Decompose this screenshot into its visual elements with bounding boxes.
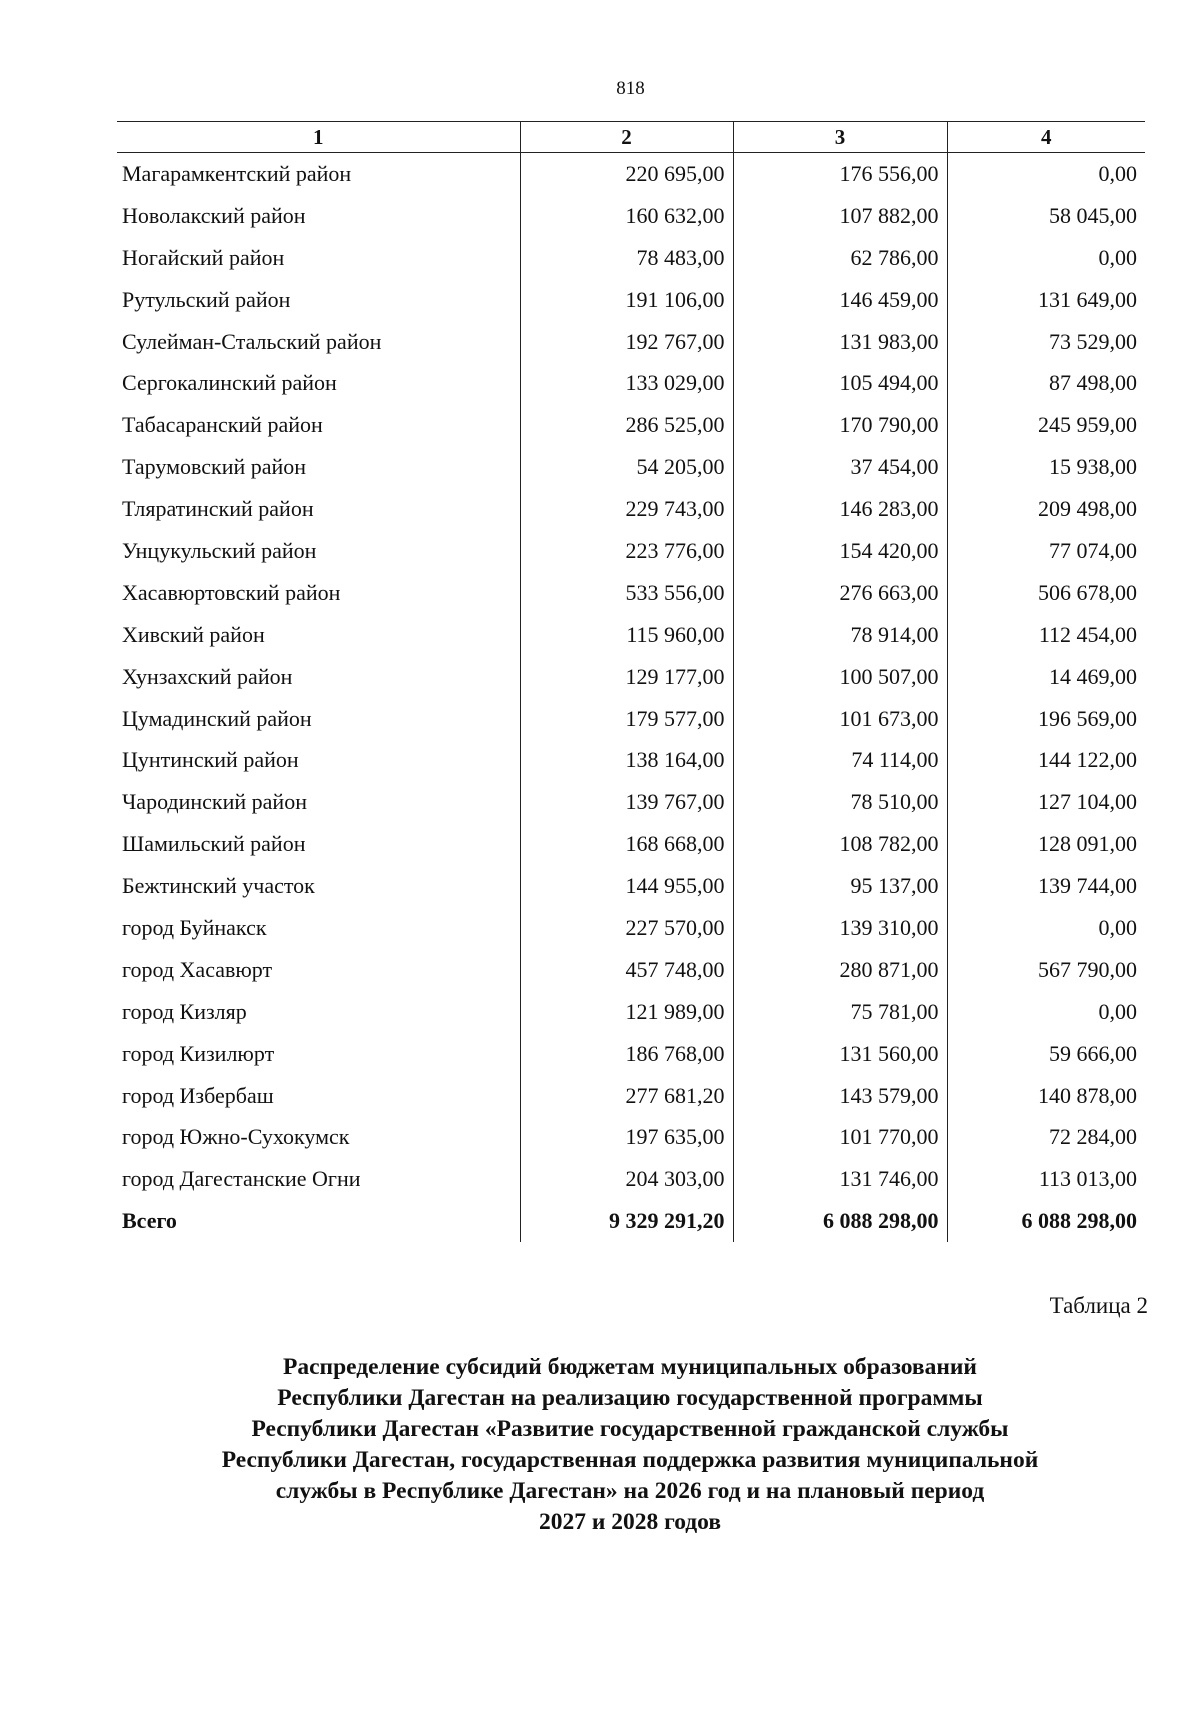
municipality-name-cell: Унцукульский район [122, 537, 317, 563]
municipality-name-cell: Всего [122, 1208, 177, 1234]
amount-cell: 15 938,00 [947, 446, 1145, 488]
municipality-name-cell: Новолакский район [122, 202, 306, 228]
table-row [117, 1033, 1145, 1075]
amount-cell: 115 960,00 [520, 614, 733, 656]
table-row [117, 739, 1145, 781]
amount-cell: 131 746,00 [733, 1158, 947, 1200]
amount-cell: 506 678,00 [947, 572, 1145, 614]
table-row [117, 404, 1145, 446]
table-row [117, 949, 1145, 991]
amount-cell: 129 177,00 [520, 656, 733, 698]
amount-cell: 105 494,00 [733, 362, 947, 404]
amount-cell: 37 454,00 [733, 446, 947, 488]
municipality-name-cell: Чародинский район [122, 789, 307, 815]
municipality-name-cell: Шамильский район [122, 831, 306, 857]
amount-cell: 176 556,00 [733, 153, 947, 195]
table-row [117, 656, 1145, 698]
table-row [117, 907, 1145, 949]
amount-cell: 186 768,00 [520, 1033, 733, 1075]
amount-cell: 78 483,00 [520, 237, 733, 279]
amount-cell: 75 781,00 [733, 991, 947, 1033]
municipality-name-cell: Рутульский район [122, 286, 291, 312]
amount-cell: 9 329 291,20 [520, 1200, 733, 1242]
table-row [117, 237, 1145, 279]
amount-cell: 197 635,00 [520, 1116, 733, 1158]
table-row [117, 781, 1145, 823]
table-row [117, 614, 1145, 656]
amount-cell: 220 695,00 [520, 153, 733, 195]
table-row [117, 1158, 1145, 1200]
amount-cell: 227 570,00 [520, 907, 733, 949]
municipality-name-cell: Цумадинский район [122, 705, 312, 731]
municipality-name-cell: Хунзахский район [122, 663, 293, 689]
amount-cell: 154 420,00 [733, 530, 947, 572]
amount-cell: 567 790,00 [947, 949, 1145, 991]
municipality-name-cell: город Дагестанские Огни [122, 1166, 361, 1192]
municipality-name-cell: Сулейман-Стальский район [122, 328, 382, 354]
amount-cell: 112 454,00 [947, 614, 1145, 656]
municipality-name-cell: Хасавюртовский район [122, 579, 341, 605]
amount-cell: 101 673,00 [733, 698, 947, 740]
municipality-name-cell: Цунтинский район [122, 747, 299, 773]
amount-cell: 131 560,00 [733, 1033, 947, 1075]
amount-cell: 0,00 [947, 991, 1145, 1033]
amount-cell: 58 045,00 [947, 195, 1145, 237]
municipality-name-cell: город Буйнакск [122, 914, 267, 940]
table-row [117, 530, 1145, 572]
table-row [117, 279, 1145, 321]
column-header: 1 [117, 122, 520, 153]
amount-cell: 54 205,00 [520, 446, 733, 488]
table-row [117, 488, 1145, 530]
amount-cell: 113 013,00 [947, 1158, 1145, 1200]
municipality-name-cell: город Избербаш [122, 1082, 274, 1108]
municipality-name-cell: Магарамкентский район [122, 160, 352, 186]
amount-cell: 127 104,00 [947, 781, 1145, 823]
subsidy-table [117, 121, 1145, 1242]
amount-cell: 179 577,00 [520, 698, 733, 740]
municipality-name-cell: Сергокалинский район [122, 370, 337, 396]
table-heading [160, 1352, 1100, 1538]
column-header: 2 [520, 122, 733, 153]
amount-cell: 276 663,00 [733, 572, 947, 614]
amount-cell: 143 579,00 [733, 1075, 947, 1117]
amount-cell: 131 983,00 [733, 321, 947, 363]
amount-cell: 107 882,00 [733, 195, 947, 237]
municipality-name-cell: Ногайский район [122, 244, 285, 270]
amount-cell: 191 106,00 [520, 279, 733, 321]
amount-cell: 139 767,00 [520, 781, 733, 823]
amount-cell: 196 569,00 [947, 698, 1145, 740]
amount-cell: 286 525,00 [520, 404, 733, 446]
amount-cell: 6 088 298,00 [947, 1200, 1145, 1242]
heading-line: службы в Республике Дагестан» на 2026 год и на плановый период [275, 1478, 985, 1504]
table-caption: Таблица 2 [1049, 1293, 1148, 1318]
amount-cell: 170 790,00 [733, 404, 947, 446]
amount-cell: 78 510,00 [733, 781, 947, 823]
amount-cell: 146 283,00 [733, 488, 947, 530]
amount-cell: 457 748,00 [520, 949, 733, 991]
amount-cell: 87 498,00 [947, 362, 1145, 404]
amount-cell: 128 091,00 [947, 823, 1145, 865]
amount-cell: 280 871,00 [733, 949, 947, 991]
table-row [117, 991, 1145, 1033]
amount-cell: 168 668,00 [520, 823, 733, 865]
heading-line: Республики Дагестан, государственная поддержка развития муниципальной [221, 1447, 1039, 1473]
amount-cell: 277 681,20 [520, 1075, 733, 1117]
heading-line: Республики Дагестан «Развитие государственной гражданской службы [251, 1416, 1009, 1442]
municipality-name-cell: город Кизляр [122, 998, 247, 1024]
table-row [117, 446, 1145, 488]
amount-cell: 160 632,00 [520, 195, 733, 237]
amount-cell: 140 878,00 [947, 1075, 1145, 1117]
amount-cell: 533 556,00 [520, 572, 733, 614]
municipality-name-cell: город Южно-Сухокумск [122, 1124, 350, 1150]
amount-cell: 73 529,00 [947, 321, 1145, 363]
amount-cell: 72 284,00 [947, 1116, 1145, 1158]
table-row [117, 1075, 1145, 1117]
amount-cell: 138 164,00 [520, 739, 733, 781]
amount-cell: 6 088 298,00 [733, 1200, 947, 1242]
amount-cell: 131 649,00 [947, 279, 1145, 321]
amount-cell: 146 459,00 [733, 279, 947, 321]
amount-cell: 245 959,00 [947, 404, 1145, 446]
municipality-name-cell: Бежтинский участок [122, 873, 315, 899]
table-body [117, 153, 1145, 1243]
amount-cell: 192 767,00 [520, 321, 733, 363]
amount-cell: 78 914,00 [733, 614, 947, 656]
column-header: 3 [733, 122, 947, 153]
amount-cell: 62 786,00 [733, 237, 947, 279]
table-row [117, 362, 1145, 404]
amount-cell: 139 744,00 [947, 865, 1145, 907]
municipality-name-cell: город Хасавюрт [122, 956, 273, 982]
page-number: 818 [616, 78, 645, 99]
table-row [117, 823, 1145, 865]
municipality-name-cell: Хивский район [122, 621, 265, 647]
table-row [117, 321, 1145, 363]
amount-cell: 121 989,00 [520, 991, 733, 1033]
amount-cell: 133 029,00 [520, 362, 733, 404]
amount-cell: 0,00 [947, 153, 1145, 195]
table-total-row [117, 1200, 1145, 1242]
amount-cell: 0,00 [947, 237, 1145, 279]
table-row [117, 572, 1145, 614]
amount-cell: 209 498,00 [947, 488, 1145, 530]
heading-line: 2027 и 2028 годов [538, 1509, 722, 1535]
municipality-name-cell: город Кизилюрт [122, 1040, 275, 1066]
amount-cell: 100 507,00 [733, 656, 947, 698]
amount-cell: 74 114,00 [733, 739, 947, 781]
amount-cell: 0,00 [947, 907, 1145, 949]
table-header-row [117, 122, 1145, 153]
amount-cell: 77 074,00 [947, 530, 1145, 572]
municipality-name-cell: Тляратинский район [122, 496, 314, 522]
amount-cell: 223 776,00 [520, 530, 733, 572]
table-row [117, 153, 1145, 195]
table-row [117, 865, 1145, 907]
amount-cell: 229 743,00 [520, 488, 733, 530]
table-row [117, 195, 1145, 237]
amount-cell: 95 137,00 [733, 865, 947, 907]
amount-cell: 204 303,00 [520, 1158, 733, 1200]
amount-cell: 139 310,00 [733, 907, 947, 949]
municipality-name-cell: Табасаранский район [122, 412, 323, 438]
amount-cell: 144 122,00 [947, 739, 1145, 781]
table-row [117, 698, 1145, 740]
amount-cell: 144 955,00 [520, 865, 733, 907]
amount-cell: 59 666,00 [947, 1033, 1145, 1075]
heading-line: Распределение субсидий бюджетам муниципальных образований [283, 1354, 977, 1380]
municipality-name-cell: Тарумовский район [122, 454, 307, 480]
amount-cell: 108 782,00 [733, 823, 947, 865]
amount-cell: 101 770,00 [733, 1116, 947, 1158]
column-header: 4 [947, 122, 1145, 153]
table-row [117, 1116, 1145, 1158]
heading-line: Республики Дагестан на реализацию государственной программы [277, 1385, 983, 1411]
amount-cell: 14 469,00 [947, 656, 1145, 698]
